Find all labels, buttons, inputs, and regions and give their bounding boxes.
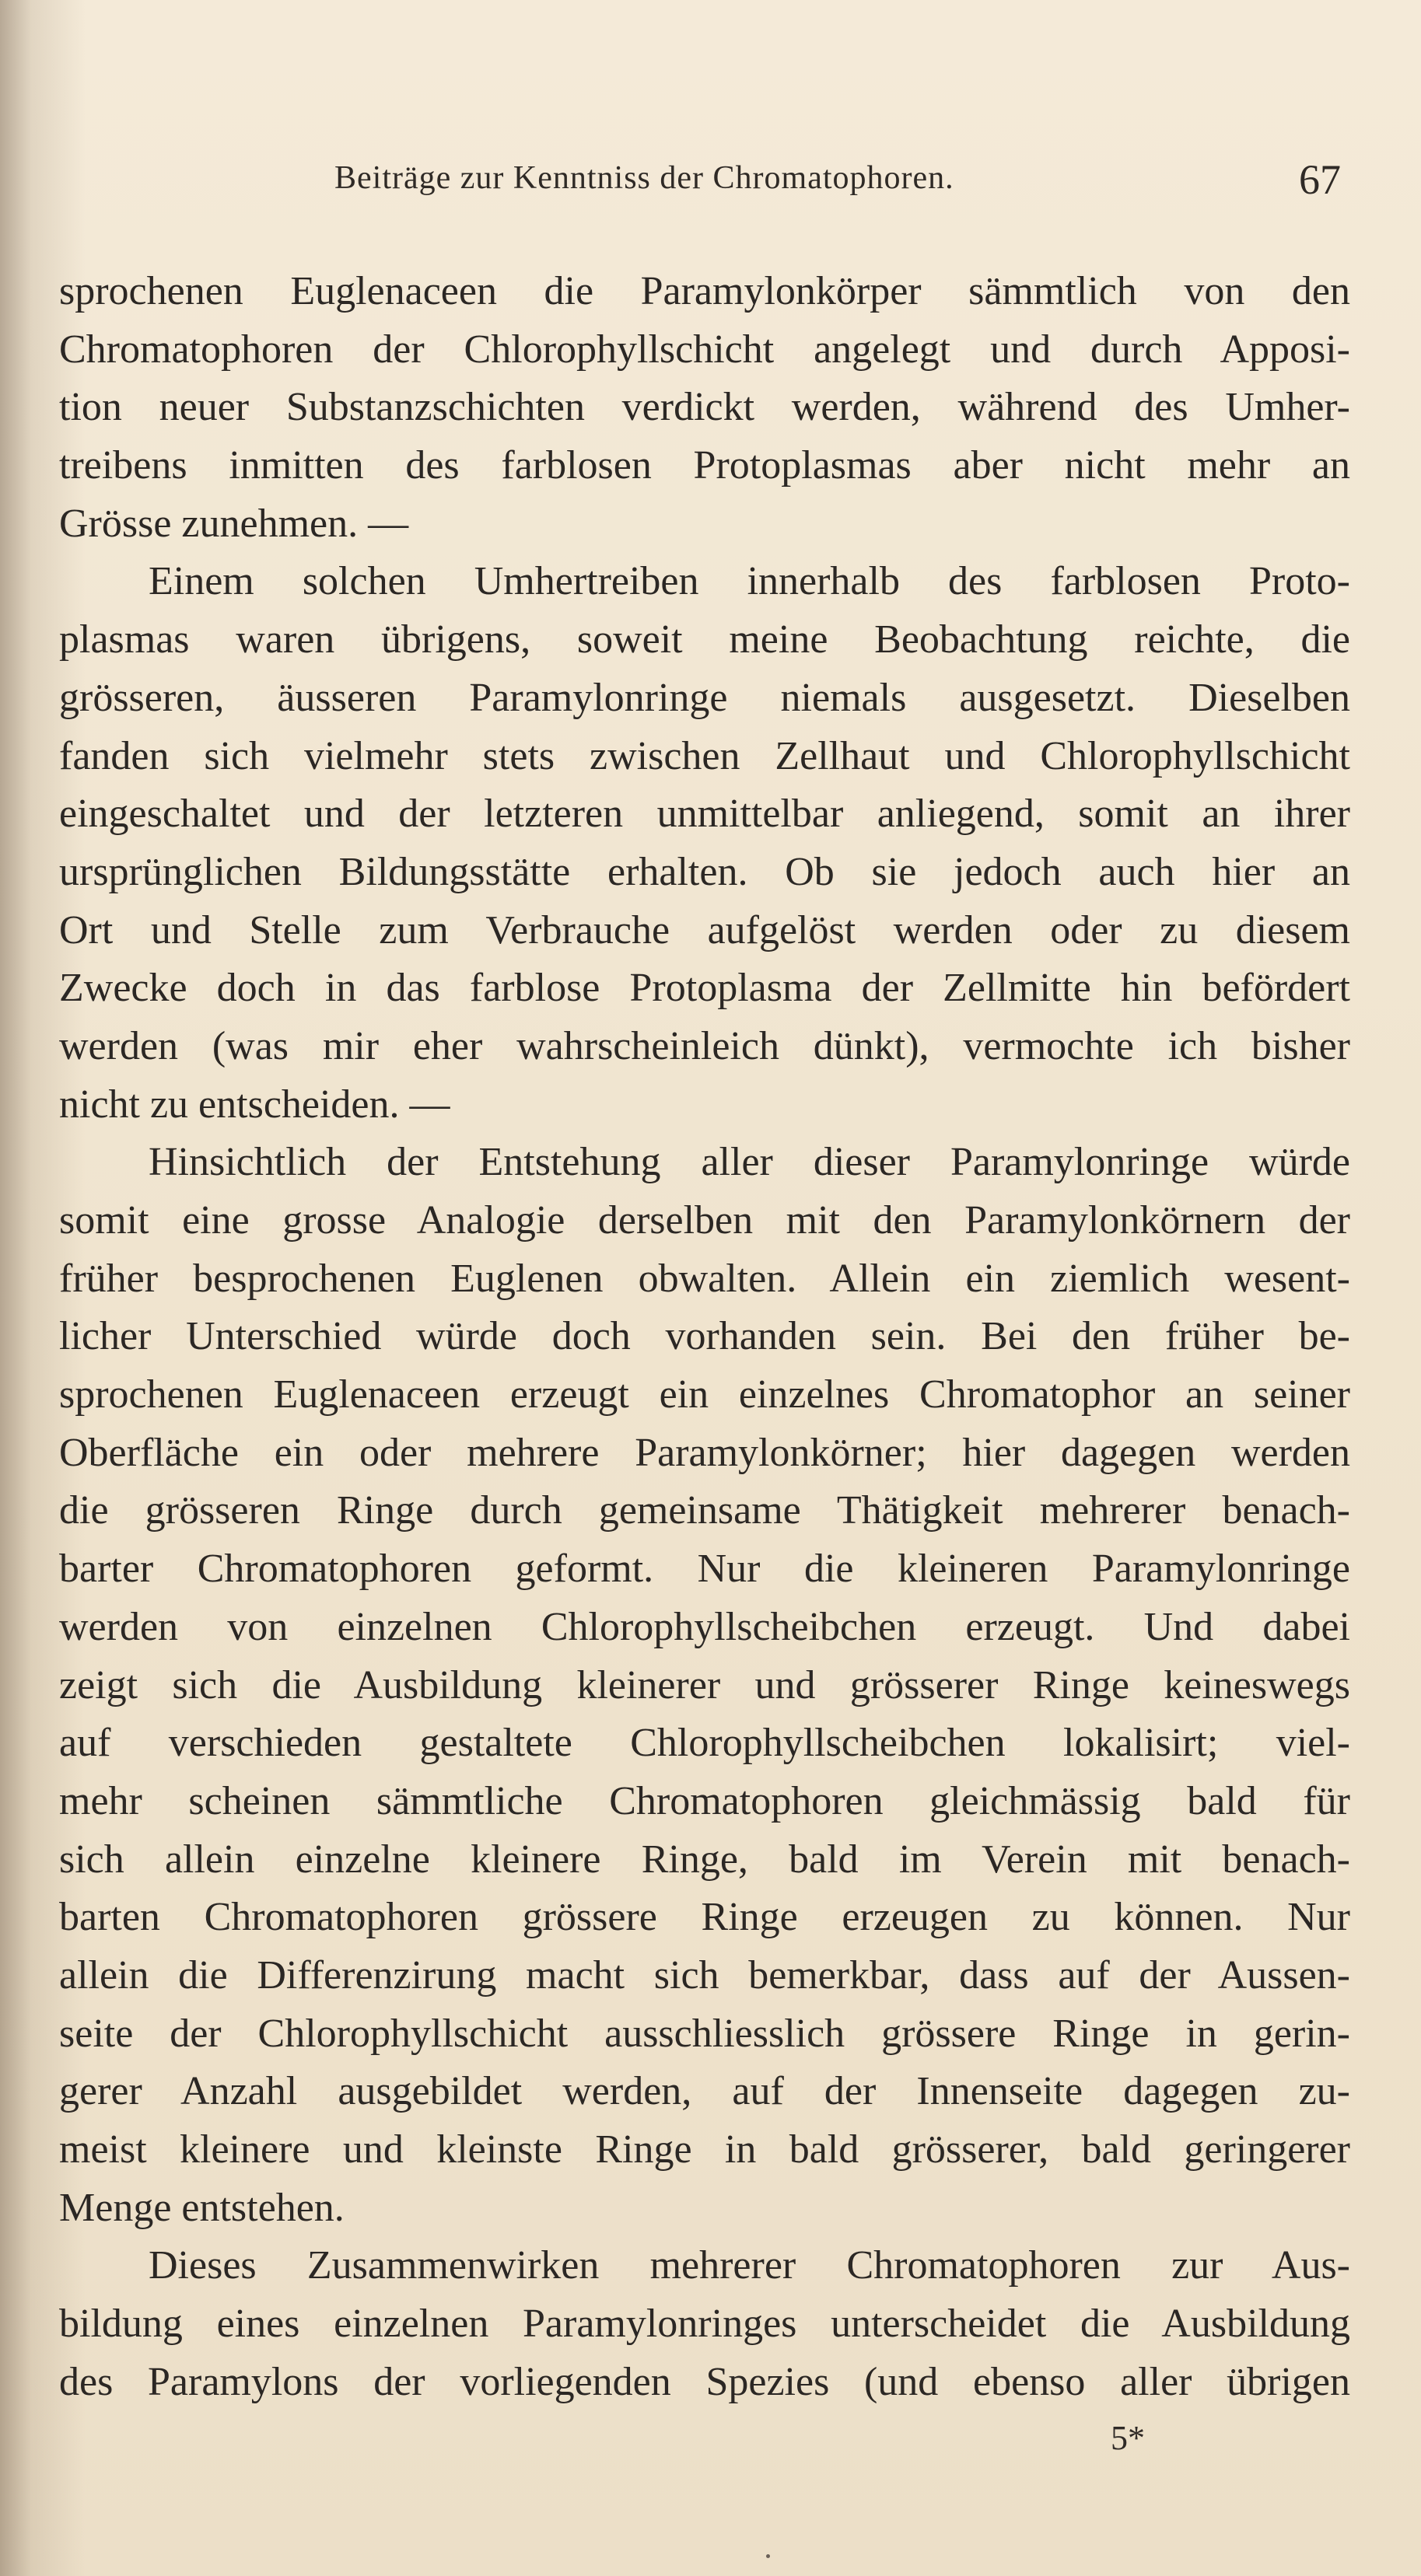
text-line: zeigt sich die Ausbildung kleinerer und grösserer Ringe keineswegs — [59, 1662, 1350, 1707]
text-line: Hinsichtlich der Entstehung aller dieser Paramylonringe würde — [149, 1140, 1350, 1185]
text-line: gerer Anzahl ausgebildet werden, auf der Innenseite dagegen zu- — [59, 2069, 1350, 2114]
text-line: tion neuer Substanzschichten verdickt werden, während des Umher- — [59, 385, 1350, 430]
text-line: Grösse zunehmen. — — [59, 501, 409, 546]
text-line: Oberfläche ein oder mehrere Paramylonkörner; hier dagegen werden — [59, 1430, 1350, 1475]
running-head: Beiträge zur Kenntniss der Chromatophoren. — [334, 160, 954, 196]
body-text — [59, 263, 1350, 2411]
text-line: sich allein einzelne kleinere Ringe, bald im Verein mit benach- — [59, 1837, 1350, 1882]
text-line: Einem solchen Umhertreiben innerhalb des farblosen Proto- — [149, 559, 1350, 604]
text-line: früher besprochenen Euglenen obwalten. Allein ein ziemlich wesent- — [59, 1256, 1350, 1301]
text-line: meist kleinere und kleinste Ringe in bald grösserer, bald geringerer — [59, 2127, 1350, 2172]
text-line: fanden sich vielmehr stets zwischen Zellhaut und Chlorophyllschicht — [59, 733, 1350, 778]
text-line: Ort und Stelle zum Verbrauche aufgelöst werden oder zu diesem — [59, 907, 1350, 952]
text-line: auf verschieden gestaltete Chlorophyllscheibchen lokalisirt; viel- — [59, 1721, 1350, 1766]
text-line: licher Unterschied würde doch vorhanden sein. Bei den früher be- — [59, 1314, 1350, 1359]
text-line: sprochenen Euglenaceen die Paramylonkörper sämmtlich von den — [59, 269, 1350, 313]
text-line: allein die Differenzirung macht sich bemerkbar, dass auf der Aussen- — [59, 1952, 1350, 1998]
text-line: ursprünglichen Bildungsstätte erhalten. Ob sie jedoch auch hier an — [59, 849, 1350, 894]
text-line: plasmas waren übrigens, soweit meine Beobachtung reichte, die — [59, 617, 1350, 662]
text-line: seite der Chlorophyllschicht ausschliesslich grössere Ringe in gerin- — [59, 2011, 1350, 2056]
text-line: Menge entstehen. — [59, 2185, 345, 2230]
text-line: sprochenen Euglenaceen erzeugt ein einzelnes Chromatophor an seiner — [59, 1372, 1350, 1417]
text-line: bildung eines einzelnen Paramylonringes unterscheidet die Ausbildung — [59, 2302, 1350, 2347]
text-line: grösseren, äusseren Paramylonringe niemals ausgesetzt. Dieselben — [59, 675, 1350, 720]
text-line: barter Chromatophoren geformt. Nur die kleineren Paramylonringe — [59, 1547, 1350, 1592]
text-line: Zwecke doch in das farblose Protoplasma der Zellmitte hin befördert — [59, 966, 1350, 1011]
text-line: des Paramylons der vorliegenden Spezies (und ebenso aller übrigen — [59, 2359, 1350, 2404]
text-line: die grösseren Ringe durch gemeinsame Thätigkeit mehrerer benach- — [59, 1488, 1350, 1533]
page-number: 67 — [1299, 156, 1341, 203]
text-line: werden (was mir eher wahrscheinleich dünkt), vermochte ich bisher — [59, 1023, 1350, 1068]
text-line: treibens inmitten des farblosen Protoplasmas aber nicht mehr an — [59, 443, 1350, 488]
text-line: somit eine grosse Analogie derselben mit den Paramylonkörnern der — [59, 1198, 1350, 1243]
text-line: barten Chromatophoren grössere Ringe erzeugen zu können. Nur — [59, 1895, 1350, 1940]
paper-speck — [766, 2554, 770, 2558]
text-line: Dieses Zusammenwirken mehrerer Chromatophoren zur Aus- — [149, 2243, 1350, 2288]
text-line: Chromatophoren der Chlorophyllschicht angelegt und durch Apposi- — [59, 327, 1350, 372]
text-line: nicht zu entscheiden. — — [59, 1082, 450, 1127]
text-line: eingeschaltet und der letzteren unmittelbar anliegend, somit an ihrer — [59, 792, 1350, 837]
text-line: mehr scheinen sämmtliche Chromatophoren gleichmässig bald für — [59, 1778, 1350, 1823]
text-line: werden von einzelnen Chlorophyllscheibchen erzeugt. Und dabei — [59, 1604, 1350, 1649]
signature-mark: 5* — [1111, 2419, 1145, 2457]
